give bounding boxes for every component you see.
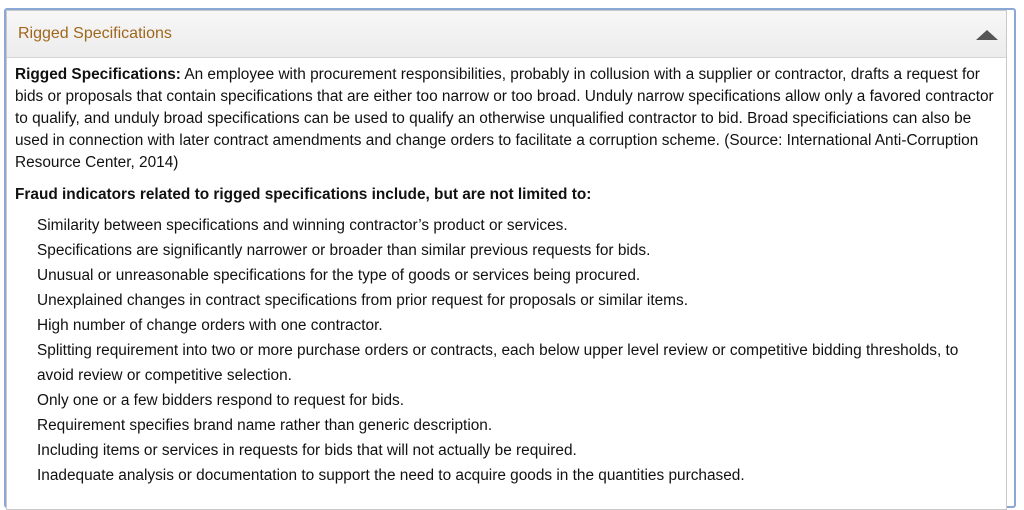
accordion-header[interactable] — [7, 11, 1006, 58]
panel-body — [7, 58, 1006, 488]
indicator-item: Only one or a few bidders respond to request for bids. — [37, 392, 405, 409]
indicator-item: Requirement specifies brand name rather than generic description. — [37, 417, 493, 434]
indicator-item: Splitting requirement into two or more purchase orders or contracts, each below upper level review or competitive bidding thresholds, to avoid review or competitive selection. — [37, 342, 959, 384]
indicator-item: Unexplained changes in contract specifications from prior request for proposals or similar items. — [37, 292, 688, 309]
indicator-item: Unusual or unreasonable specifications for the type of goods or services being procured. — [37, 267, 641, 284]
indicators-list — [15, 213, 996, 488]
indicator-item: Specifications are significantly narrower or broader than similar previous requests for bids. — [37, 242, 651, 259]
panel-title[interactable]: Rigged Specifications — [18, 25, 172, 42]
accordion-panel — [6, 10, 1007, 510]
indicator-item: High number of change orders with one contractor. — [37, 317, 383, 334]
intro-paragraph — [15, 64, 996, 174]
intro-text: An employee with procurement responsibilities, probably in collusion with a supplier or contractor, drafts a request for bids or proposals that contain specifications that are either too narrow or too broad. Unduly narrow specifications allow only a favored contractor to qualify, and unduly broad specifications can be used to qualify an otherwise unqualified contractor to bid. Broad specificiations can also be used in connection with later contract amendments and change orders to facilitate a corruption scheme. (Source: International Anti-Corruption Resource Center, 2014) — [15, 66, 994, 171]
intro-term: Rigged Specifications: — [15, 66, 181, 83]
indicator-item: Inadequate analysis or documentation to support the need to acquire goods in the quantities purchased. — [37, 467, 745, 484]
chevron-up-icon[interactable] — [976, 30, 998, 40]
indicators-heading: Fraud indicators related to rigged specifications include, but are not limited to: — [15, 186, 592, 203]
indicator-item: Including items or services in requests for bids that will not actually be required. — [37, 442, 577, 459]
indicator-item: Similarity between specifications and winning contractor’s product or services. — [37, 217, 568, 234]
